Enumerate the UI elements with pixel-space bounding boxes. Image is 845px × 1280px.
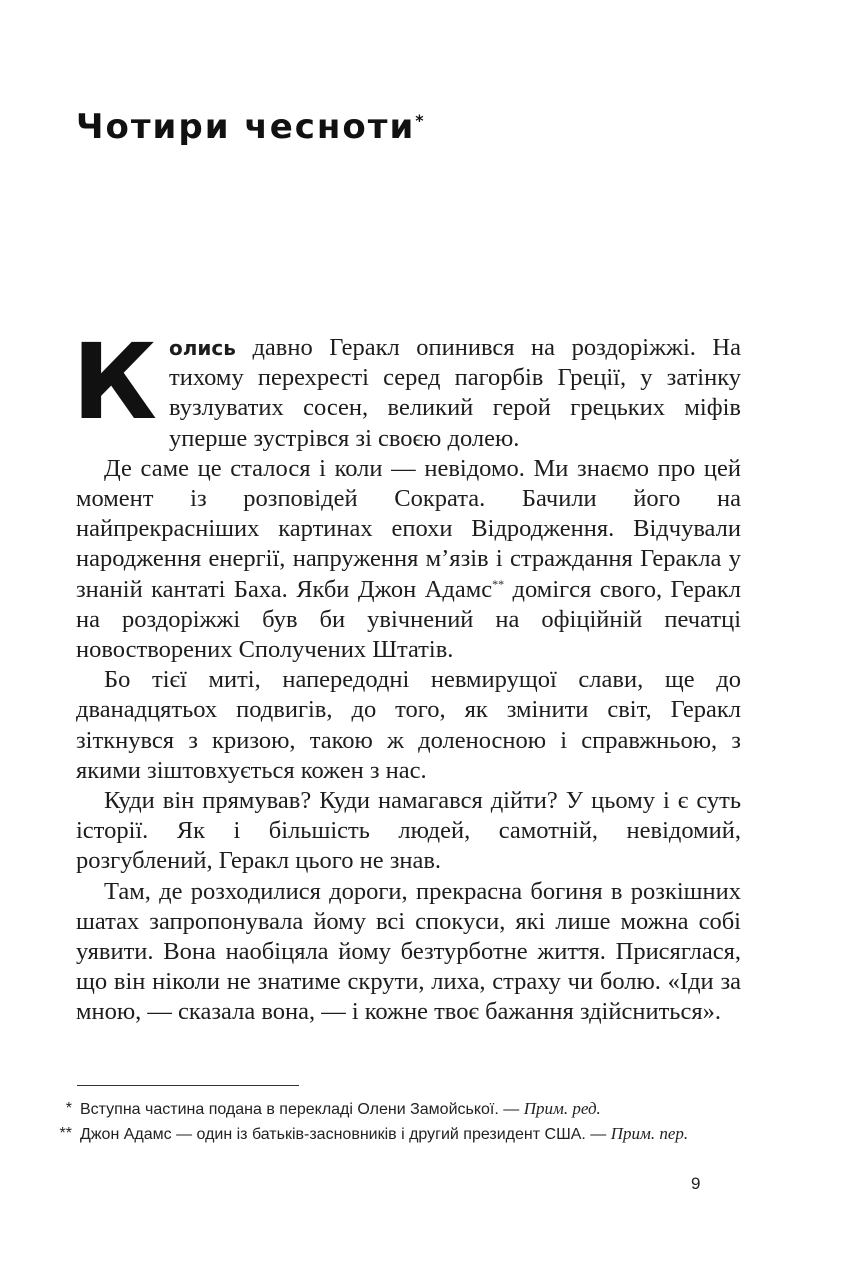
paragraph-1-text: давно Геракл опинився на роздоріжжі. На тихому перехресті серед пагорбів Греції, у затінку вузлуватих сосен, великий герой грецьких міфів уперше зустрівся зі своєю долею.	[169, 334, 741, 452]
footnote-2-body	[80, 1122, 688, 1147]
footnote-1	[50, 1097, 770, 1122]
footnotes	[50, 1097, 770, 1147]
footnote-2-note: Прим. пер.	[610, 1124, 689, 1143]
title-footnote-marker: *	[415, 110, 424, 130]
paragraph-5: Там, де розходилися дороги, прекрасна богиня в розкішних шатах запропонувала йому всі спокуси, які лише можна собі уявити. Вона наобіцяла йому безтурботне життя. Присяглася, що він ніколи не знатиме скрути, лиха, страху чи болю. «Іди за мною, — сказала вона, — і кожне твоє бажання здійсниться».	[76, 877, 741, 1026]
paragraph-2-text-a: Де саме це сталося і коли — невідомо. Ми знаємо про цей момент із розповідей Сократа. Бачили його на найпрекрасніших картинах епохи Відродження. Відчували народження енергії, напруження м’язів і страждання Геракла у знаній кантаті Баха. Якби Джон Адамс	[76, 454, 741, 603]
chapter-title	[76, 103, 424, 151]
paragraph-2-text-b: домігся свого, Геракл на роздоріжжі був би увічнений на офіційній печатці новостворених Сполучених Штатів.	[76, 575, 741, 664]
page-number: 9	[691, 1174, 701, 1193]
footnote-divider	[77, 1085, 299, 1086]
footnote-ref-2: **	[492, 576, 505, 591]
paragraph-3: Бо тієї миті, напередодні невмирущої слави, ще до дванадцятьох подвигів, до того, як змінити світ, Геракл зіткнувся з кризою, такою ж доленосною і справжньою, з якими зіштовхується кожен з нас.	[76, 666, 741, 784]
footnote-2-mark: **	[59, 1125, 72, 1142]
footnote-1-body	[80, 1097, 601, 1122]
lead-word: олись	[169, 336, 236, 360]
paragraph-4: Куди він прямував? Куди намагався дійти? У цьому і є суть історії. Як і більшість людей, самотній, невідомий, розгублений, Геракл цього не знав.	[76, 787, 741, 875]
paragraph-2	[76, 454, 741, 665]
footnote-1-text: Вступна частина подана в перекладі Олени Замойської. —	[80, 1101, 524, 1118]
footnote-1-mark: *	[65, 1100, 72, 1117]
paragraph-1	[72, 321, 741, 454]
body-text	[72, 321, 741, 1028]
drop-cap: К	[72, 321, 158, 443]
footnote-2-text: Джон Адамс — один із батьків-засновників і другий президент США. —	[80, 1126, 611, 1143]
footnote-1-note: Прим. ред.	[523, 1099, 601, 1118]
chapter-title-text: Чотири чесноти	[76, 106, 416, 147]
footnote-2	[50, 1122, 770, 1147]
